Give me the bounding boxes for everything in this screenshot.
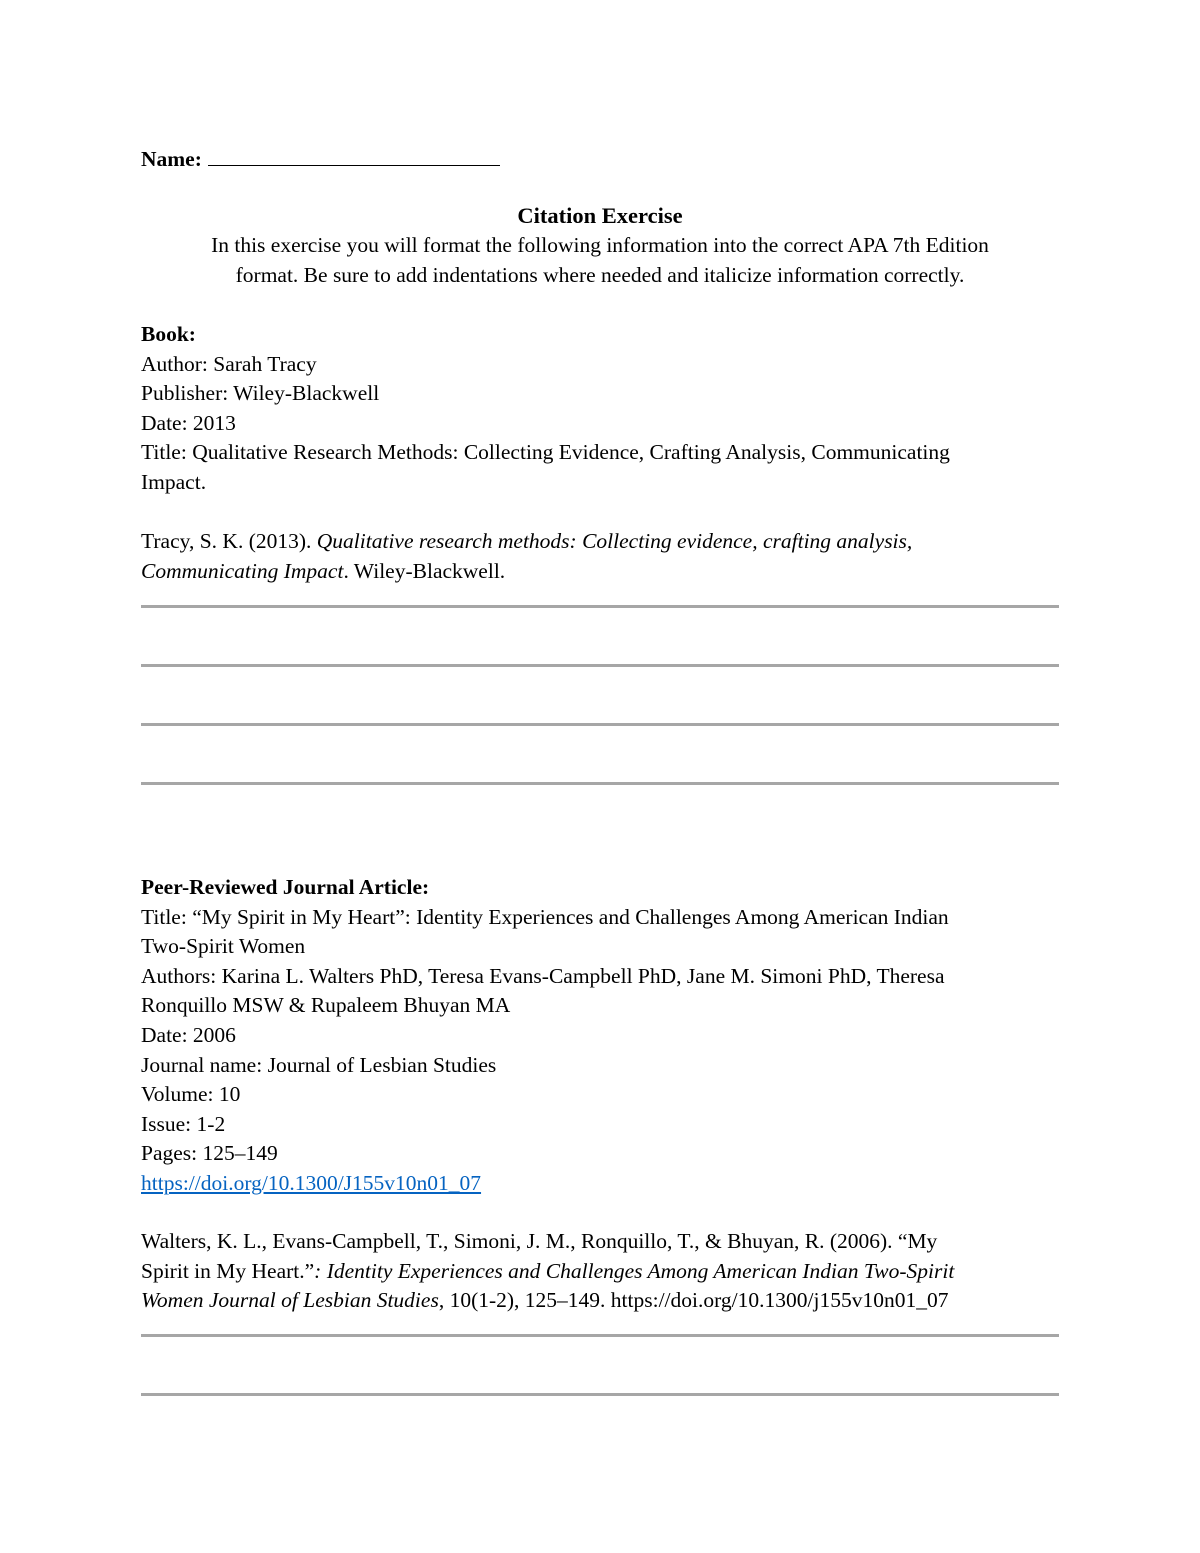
- book-publisher: Publisher: Wiley-Blackwell: [141, 381, 380, 406]
- book-citation-title-1: Qualitative research methods: Collecting evidence, crafting analysis,: [316, 529, 913, 553]
- name-blank-line[interactable]: [208, 144, 500, 166]
- answer-line-2[interactable]: [141, 664, 1059, 667]
- book-citation-prefix: Tracy, S. K. (2013).: [141, 529, 317, 553]
- book-citation-suffix: . Wiley-Blackwell.: [343, 558, 506, 583]
- name-field: [141, 144, 500, 175]
- article-citation-line-3: [141, 1286, 1059, 1316]
- book-citation-line-2: [141, 557, 1059, 587]
- article-citation-plain-3: , 10(1-2), 125–149. https://doi.org/10.1300/j155v10n01_07: [438, 1288, 949, 1313]
- book-citation-title-2: Communicating Impact: [141, 558, 344, 583]
- answer-line-6[interactable]: [141, 1393, 1059, 1396]
- answer-line-1[interactable]: [141, 605, 1059, 608]
- article-authors-line-2: Ronquillo MSW & Rupaleem Bhuyan MA: [141, 993, 511, 1018]
- article-citation-italic-3: Women Journal of Lesbian Studies: [141, 1288, 439, 1313]
- answer-line-5[interactable]: [141, 1334, 1059, 1337]
- book-heading: Book:: [141, 322, 196, 346]
- article-journal: Journal name: Journal of Lesbian Studies: [141, 1052, 497, 1077]
- book-title-line-1: Title: Qualitative Research Methods: Collecting Evidence, Crafting Analysis, Communicating: [141, 440, 950, 465]
- book-date: Date: 2013: [141, 410, 236, 435]
- article-doi-row: [141, 1169, 1059, 1199]
- instructions-line-1: In this exercise you will format the following information into the correct APA 7th Edition: [211, 233, 989, 257]
- article-authors-line-1: Authors: Karina L. Walters PhD, Teresa Evans-Campbell PhD, Jane M. Simoni PhD, Theresa: [141, 963, 945, 988]
- article-citation-italic-2: : Identity Experiences and Challenges Among American Indian Two-Spirit: [314, 1258, 955, 1283]
- instructions-line-2: format. Be sure to add indentations where needed and italicize information correctly.: [235, 262, 965, 287]
- book-title-line-2: Impact.: [141, 469, 207, 494]
- answer-line-3[interactable]: [141, 723, 1059, 726]
- article-citation-line-1: Walters, K. L., Evans-Campbell, T., Simoni, J. M., Ronquillo, T., & Bhuyan, R. (2006). “My: [141, 1229, 938, 1253]
- instructions: [141, 231, 1059, 290]
- article-citation-plain-2: Spirit in My Heart.”: [141, 1258, 315, 1283]
- article-pages: Pages: 125–149: [141, 1141, 278, 1166]
- document-title: Citation Exercise: [517, 203, 683, 228]
- book-citation-line-1: [141, 527, 1059, 557]
- article-date: Date: 2006: [141, 1022, 236, 1047]
- book-section: [141, 320, 1059, 498]
- article-heading: Peer-Reviewed Journal Article:: [141, 875, 430, 899]
- article-volume: Volume: 10: [141, 1082, 241, 1107]
- article-title-line-2: Two-Spirit Women: [141, 934, 306, 959]
- article-title-line-1: Title: “My Spirit in My Heart”: Identity Experiences and Challenges Among American Indian: [141, 904, 949, 929]
- article-citation-line-2: [141, 1257, 1059, 1287]
- book-author: Author: Sarah Tracy: [141, 351, 317, 376]
- book-citation-answer: [141, 527, 1059, 586]
- doi-link[interactable]: https://doi.org/10.1300/J155v10n01_07: [141, 1170, 482, 1195]
- answer-line-4[interactable]: [141, 782, 1059, 785]
- name-label: Name:: [141, 147, 202, 171]
- article-section: [141, 873, 1059, 1199]
- article-issue: Issue: 1-2: [141, 1111, 226, 1136]
- article-citation-answer: [141, 1227, 1059, 1316]
